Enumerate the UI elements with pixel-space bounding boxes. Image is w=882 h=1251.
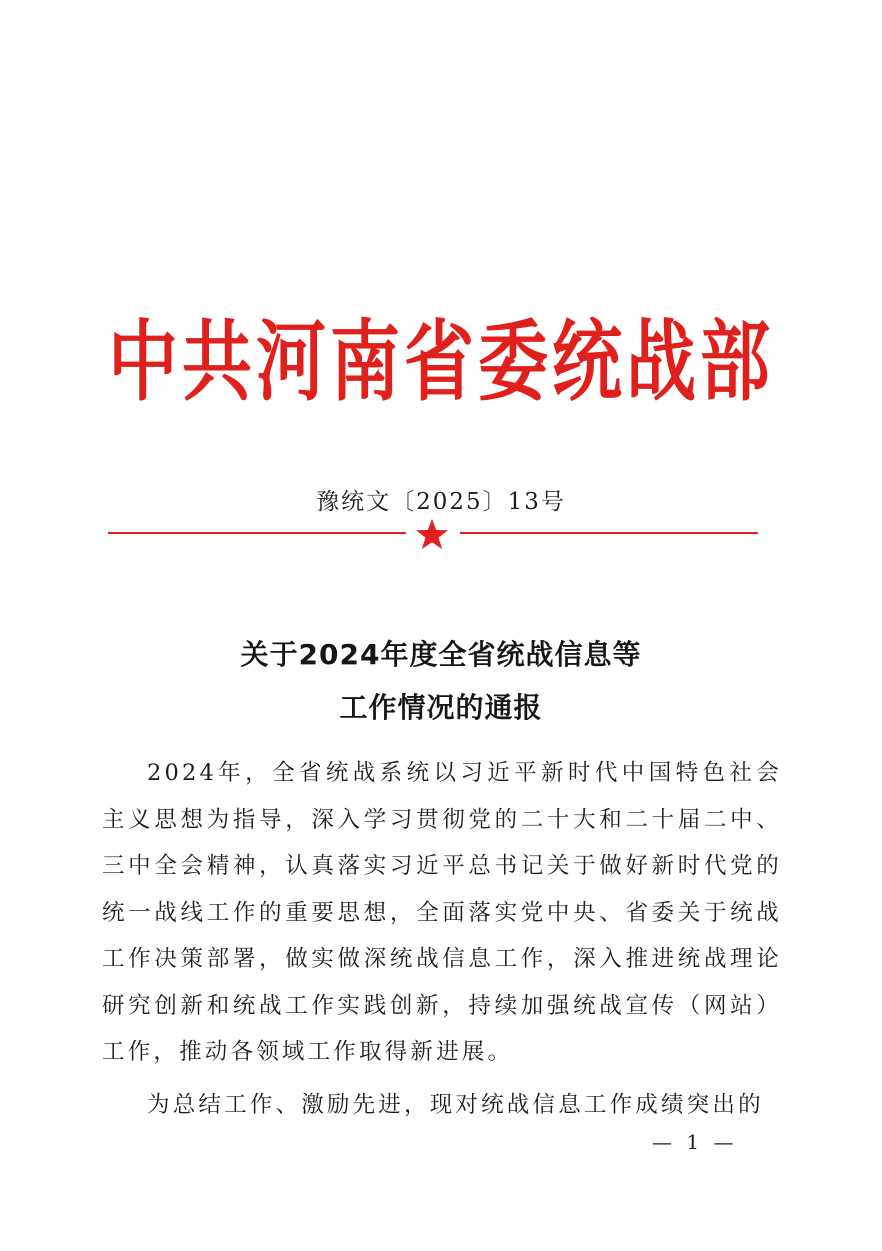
divider-line-left [108,532,406,534]
star-icon [414,518,450,550]
red-divider [108,520,758,546]
page-number: — 1 — [652,1130,738,1154]
document-title-line-2: 工作情况的通报 [339,691,543,724]
body-paragraph-1: 2024年，全省统战系统以习近平新时代中国特色社会主义思想为指导，深入学习贯彻党的二十大和二十届二中、三中全会精神，认真落实习近平总书记关于做好新时代党的统一战线工作的重要思想，全面落实党中央、省委关于统战工作决策部署，做实做深统战信息工作，深入推进统战理论研究创新和统战工作实践创新，持续加强统战宣传（网站）工作，推动各领域工作取得新进展。 [102,760,782,1065]
document-number: 豫统文〔2025〕13号 [316,489,566,515]
divider-line-right [460,532,758,534]
issuing-organization-header: 中共河南省委统战部 [108,310,774,413]
body-paragraph-2: 为总结工作、激励先进，现对统战信息工作成绩突出的 [147,1092,764,1118]
document-title-line-1: 关于2024年度全省统战信息等 [240,638,642,671]
